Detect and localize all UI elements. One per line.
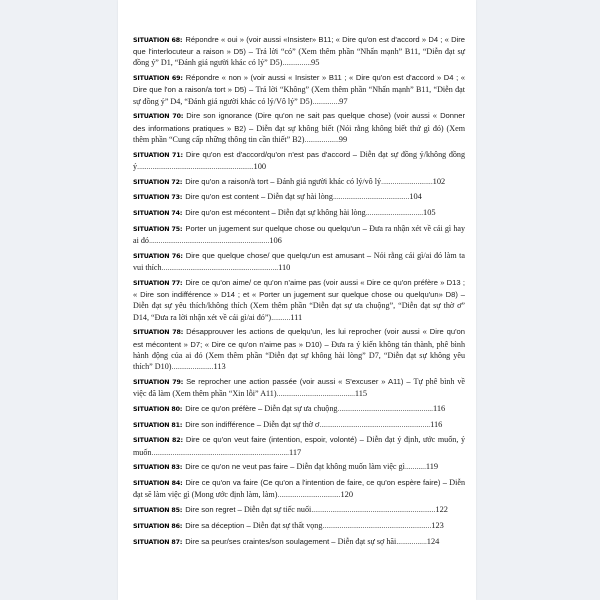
leader-dots: ........................................................................: [151, 447, 289, 457]
toc-entry: [133, 149, 465, 172]
situation-label: SITUATION 80:: [133, 405, 183, 413]
table-of-contents: [133, 34, 465, 552]
leader-dots: ......................: [171, 362, 214, 372]
page-number: 120: [340, 490, 354, 500]
entry-vietnamese-text: Diễn đạt sự không hài lòng: [277, 208, 366, 218]
page-number: 124: [426, 536, 440, 546]
entry-vietnamese-text: Tự phê bình về việc đã làm (Xem thêm phần “Xin lỗi” A11): [133, 376, 465, 399]
entry-vietnamese-text: Diễn đạt sự sợ hãi: [337, 536, 397, 546]
entry-vietnamese-text: Nói rằng cái gì/ai đó làm ta vui thích: [133, 251, 465, 273]
entry-french-text: Dire sa peur/ses craintes/son soulagement –: [185, 536, 338, 546]
entry-vietnamese-text: Diễn đạt sự thờ ơ: [263, 419, 320, 429]
leader-dots: .........................................: [276, 389, 355, 399]
page-number: 95: [311, 58, 320, 68]
toc-entry: [133, 477, 465, 500]
page-number: 100: [253, 161, 267, 171]
toc-entry: [133, 191, 465, 203]
toc-entry: [133, 326, 465, 372]
entry-french-text: Dire ce qu'on préfère –: [185, 403, 265, 413]
entry-vietnamese-text: Diễn đạt ý định, ước muốn, ý muốn: [133, 435, 465, 457]
entry-french-text: Porter un jugement sur quelque chose ou quelqu'un –: [185, 224, 370, 233]
leader-dots: .................................................................: [311, 505, 436, 515]
leader-dots: .................................: [277, 490, 341, 500]
entry-french-text: Dire ce qu'on aime/ ce qu'on n'aime pas (voir aussi « Dire ce qu'on préfère » D13 ; « Dire son indifférence » D14 ; et « Porter un jugement sur quelque chose ou quelqu'un» D8) –: [133, 278, 465, 300]
leader-dots: .............................................................: [161, 263, 279, 273]
situation-label: SITUATION 78:: [133, 329, 184, 337]
page-number: 117: [288, 447, 302, 457]
leader-dots: ..........: [271, 312, 291, 322]
toc-entry: [133, 72, 465, 107]
entry-french-text: Dire son ignorance (Dire qu'on ne sait pas quelque chose) (voir aussi « Donner des informations pratiques » B2) –: [133, 111, 465, 133]
leader-dots: ........................................: [332, 192, 410, 202]
page-number: 116: [430, 419, 443, 429]
entry-french-text: Se reprocher une action passée (voir aussi « S'excuser » A11) –: [186, 376, 414, 386]
entry-french-text: Dire son regret –: [185, 505, 244, 515]
page-number: 116: [432, 403, 446, 413]
toc-entry: [133, 277, 465, 323]
situation-label: SITUATION 84:: [133, 480, 183, 488]
entry-french-text: Dire qu'on est content –: [185, 192, 268, 202]
toc-entry: [133, 536, 465, 548]
situation-label: SITUATION 85:: [133, 507, 183, 515]
leader-dots: ...........................: [381, 176, 433, 186]
page-number: 106: [269, 236, 282, 246]
book-page: [118, 0, 476, 600]
leader-dots: ..............: [312, 96, 340, 106]
toc-entry: [133, 223, 465, 246]
leader-dots: ..................: [304, 134, 339, 144]
situation-label: SITUATION 82:: [133, 437, 183, 445]
entry-vietnamese-text: Đánh giá người khác có lý/vô lý: [276, 176, 382, 186]
page-number: 102: [432, 176, 446, 186]
page-number: 105: [423, 208, 436, 218]
entry-vietnamese-text: Diễn đạt sự hài lòng: [267, 192, 333, 202]
toc-entry: [133, 250, 465, 273]
entry-vietnamese-text: Đưa ra nhận xét về cái gì hay ai đó: [133, 224, 466, 246]
situation-label: SITUATION 69:: [133, 75, 183, 83]
page-number: 122: [435, 505, 448, 515]
entry-french-text: Désapprouver les actions de quelqu'un, les lui reprocher (voir aussi « Dire qu'on est mécontent » D7; « Dire ce qu'on n'aime pas » D10) –: [133, 327, 466, 349]
page-number: 97: [339, 96, 348, 106]
entry-french-text: Dire qu'on est mécontent –: [185, 208, 278, 218]
leader-dots: ..........................................................: [319, 419, 431, 429]
entry-vietnamese-text: Diễn đạt sự yêu thích/không thích (Xem thêm phần “Diễn đạt sự ưa chuộng”, “Diễn đạt sự thờ ơ” D14, “Đưa ra lời nhận xét về cái gì/ai đó”): [133, 301, 465, 322]
leader-dots: ................: [396, 536, 427, 546]
toc-entry: [133, 504, 465, 516]
entry-vietnamese-text: Diễn đạt sự đồng ý/không đồng ý: [133, 149, 466, 171]
entry-french-text: Dire que quelque chose/ que quelqu'un est amusant –: [185, 251, 374, 260]
toc-entry: [133, 110, 465, 145]
toc-entry: [133, 34, 465, 69]
entry-french-text: Dire ce qu'on veut faire (intention, espoir, volonté) –: [185, 435, 367, 445]
entry-french-text: Dire son indifférence –: [185, 419, 264, 429]
entry-french-text: Répondre « non » (voir aussi « Insister » B11 ; « Dire qu'on est d'accord » D4 ; « Dire que l'on a raison/a tort » D5) –: [133, 73, 466, 95]
entry-french-text: Répondre « oui » (voir aussi «Insister» B11; « Dire qu'on est d'accord » D4 ; « Dire que l'interlocuteur a raison » D5) –: [133, 35, 465, 57]
situation-label: SITUATION 75:: [133, 226, 183, 233]
entry-french-text: Dire qu'on a raison/à tort –: [185, 176, 277, 186]
entry-vietnamese-text: Trả lời “Không” (Xem thêm phần “Nhấn mạnh” B11, “Diễn đạt sự đồng ý” D4, “Đánh giá người khác có lý/Vô lý” D5): [133, 85, 465, 106]
entry-french-text: Dire ce qu'on ne veut pas faire –: [185, 462, 297, 472]
leader-dots: .............................................................: [137, 161, 254, 171]
toc-entry: [133, 376, 465, 399]
page-number: 123: [431, 521, 444, 530]
situation-label: SITUATION 81:: [133, 421, 183, 429]
situation-label: SITUATION 72:: [133, 178, 183, 186]
situation-label: SITUATION 76:: [133, 253, 183, 260]
entry-vietnamese-text: Diễn đạt không muốn làm việc gì: [296, 462, 405, 472]
situation-label: SITUATION 86:: [133, 523, 183, 530]
situation-label: SITUATION 79:: [133, 378, 184, 386]
page-number: 119: [425, 462, 439, 472]
entry-french-text: Dire qu'on est d'accord/qu'on n'est pas d'accord –: [185, 149, 360, 159]
situation-label: SITUATION 77:: [133, 280, 183, 287]
situation-label: SITUATION 73:: [133, 194, 183, 202]
entry-vietnamese-text: Đưa ra ý kiến không tán thành, phê bình hành động của ai đó (Xem thêm phần “Diễn đạt sự không hài lòng” D7, “Diễn đạt sự không yêu thích” D10): [133, 339, 466, 372]
entry-vietnamese-text: Diễn đạt sẽ làm việc gì (Mong ước định làm, làm): [133, 478, 466, 500]
leader-dots: .........................................................: [322, 521, 432, 530]
leader-dots: ..................................................: [337, 403, 433, 413]
situation-label: SITUATION 83:: [133, 464, 183, 472]
page-number: 104: [409, 192, 422, 202]
entry-vietnamese-text: Diễn đạt sự không biết (Nói rằng không biết thứ gì đó) (Xem thêm phần “Cung cấp những thông tin cần thiết” B2): [133, 123, 465, 144]
entry-french-text: Dire ce qu'on va faire (Ce qu'on a l'intention de faire, ce qu'on espère faire) –: [185, 478, 450, 488]
page-number: 113: [213, 362, 226, 372]
entry-vietnamese-text: Diễn đạt sự ưa chuộng: [264, 403, 338, 413]
page-number: 99: [338, 134, 348, 144]
page-number: 115: [354, 389, 368, 399]
entry-vietnamese-text: Diễn đạt sự tiếc nuối: [243, 505, 312, 515]
page-number: 111: [290, 312, 303, 322]
leader-dots: ...............................................................: [148, 236, 270, 246]
toc-entry: [133, 520, 465, 532]
page-number: 110: [278, 263, 291, 273]
entry-french-text: Dire sa déception –: [185, 521, 253, 530]
entry-vietnamese-text: Trả lời “có” (Xem thêm phần “Nhấn mạnh” B11, “Diễn đạt sự đồng ý” D1, “Đánh giá người khác có lý” D5): [133, 47, 465, 68]
situation-label: SITUATION 68:: [133, 37, 183, 44]
toc-entry: [133, 434, 465, 457]
situation-label: SITUATION 70:: [133, 113, 184, 121]
toc-entry: [133, 461, 465, 473]
situation-label: SITUATION 71:: [133, 151, 183, 159]
leader-dots: ...........: [404, 462, 426, 472]
toc-entry: [133, 176, 465, 188]
situation-label: SITUATION 87:: [133, 538, 183, 546]
toc-entry: [133, 403, 465, 415]
leader-dots: ..............................: [365, 208, 423, 218]
toc-entry: [133, 207, 465, 219]
toc-entry: [133, 419, 465, 431]
entry-vietnamese-text: Diễn đạt sự thất vọng: [252, 521, 323, 530]
leader-dots: ...............: [282, 58, 312, 68]
situation-label: SITUATION 74:: [133, 210, 183, 218]
